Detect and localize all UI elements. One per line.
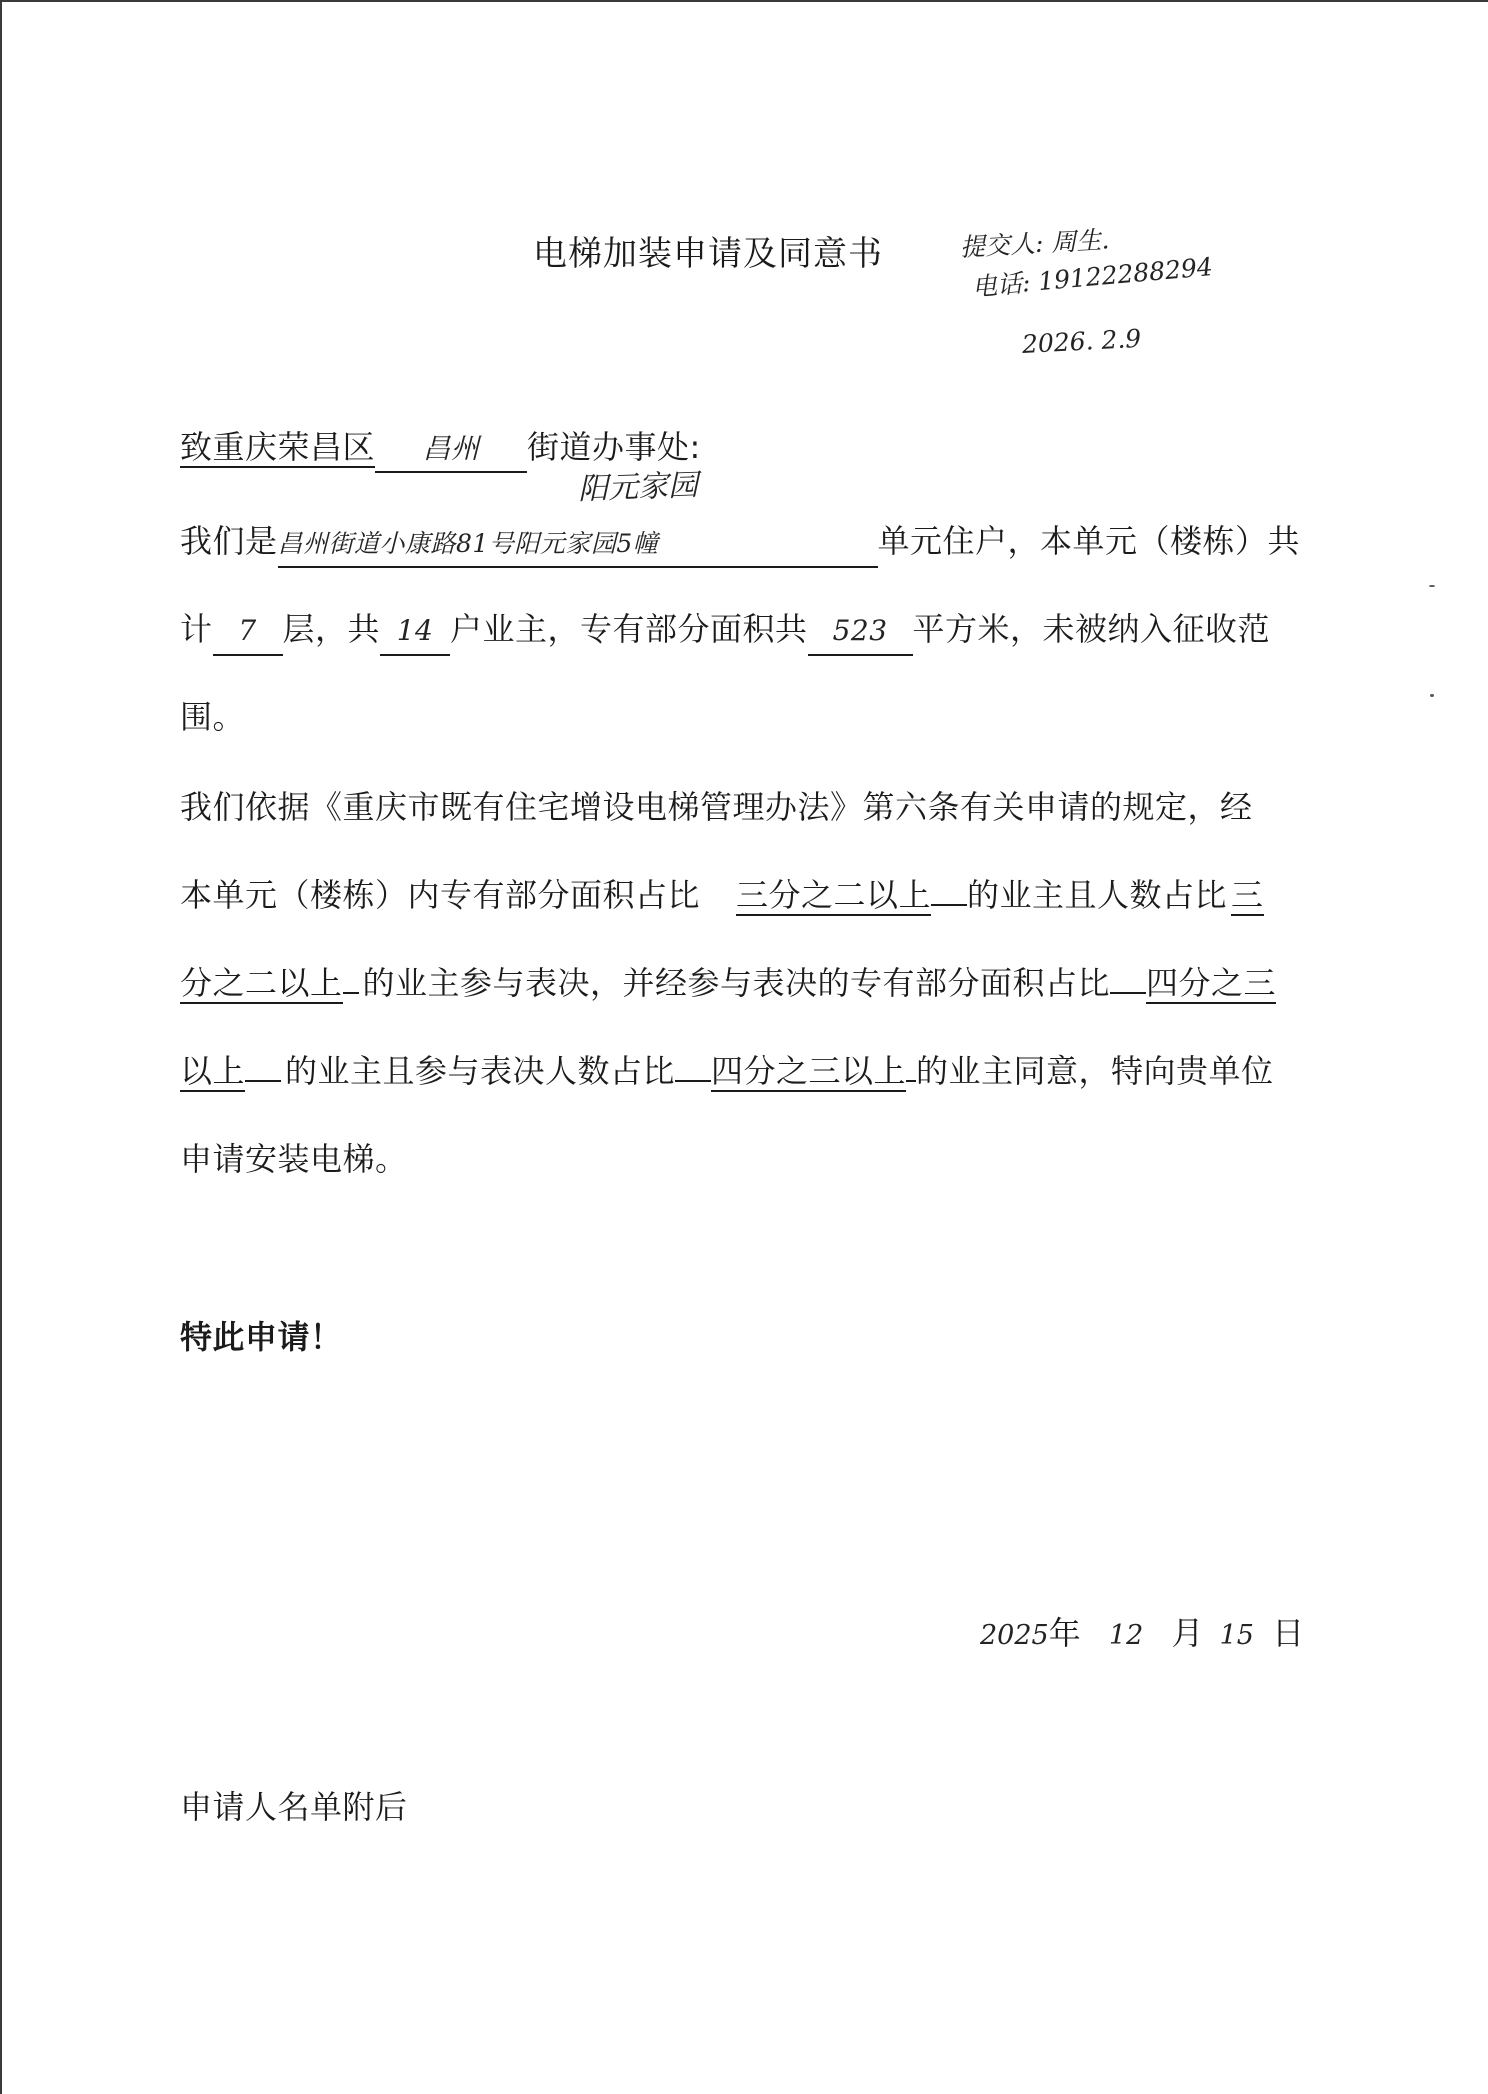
area-field	[808, 610, 913, 656]
paragraph2-line1: 我们依据《重庆市既有住宅增设电梯管理办法》第六条有关申请的规定，经	[180, 788, 1253, 826]
sign-day: 15	[1219, 1620, 1254, 1651]
paragraph2-text: 本单元（楼栋）内专有部分面积占比	[180, 876, 701, 914]
area-ratio-requirement: 三分之二以上	[736, 876, 932, 914]
handwritten-phone: 电话: 19122288294	[970, 252, 1214, 302]
headcount-ratio-requirement-start: 三	[1231, 876, 1264, 914]
sign-month: 12	[1108, 1620, 1144, 1651]
scan-edge	[0, 0, 1488, 2]
vote-area-requirement-end: 以上	[180, 1052, 246, 1090]
handwritten-date: 2026. 2.9	[1021, 323, 1142, 359]
residents-suffix: 单元住户，本单元（楼栋）共	[877, 522, 1301, 560]
month-label: 月	[1171, 1614, 1204, 1652]
address-field	[278, 522, 878, 568]
line-end: 围。	[180, 698, 246, 736]
floors-value: 7	[238, 614, 257, 647]
floors-text: 层，共	[282, 610, 381, 648]
vote-headcount-requirement: 四分之三以上	[711, 1052, 907, 1090]
scan-speck	[1429, 585, 1435, 587]
paragraph2-line2	[180, 870, 1264, 916]
sign-date	[980, 1608, 1304, 1654]
addressee-prefix: 致重庆荣昌区	[180, 428, 376, 466]
paragraph2-line4	[180, 1046, 1274, 1092]
households-value: 14	[396, 614, 434, 647]
community-note: 阳元家园	[577, 467, 699, 508]
paragraph2-text: 的业主且人数占比	[967, 876, 1228, 914]
area-value: 523	[832, 614, 888, 647]
floors-text: 户业主，专有部分面积共	[450, 610, 808, 648]
paragraph2-line5: 申请安装电梯。	[180, 1140, 408, 1178]
floors-line	[180, 604, 1270, 656]
residents-line	[180, 516, 1300, 568]
households-field	[380, 610, 450, 656]
document-title: 电梯加装申请及同意书	[533, 234, 883, 274]
paragraph2-line3	[180, 958, 1276, 1004]
district-value: 昌州	[422, 432, 480, 465]
scan-edge	[0, 0, 2, 2094]
closing-statement: 特此申请！	[180, 1318, 343, 1356]
paragraph2-text: 的业主且参与表决人数占比	[285, 1052, 676, 1090]
paragraph2-text: 的业主参与表决，并经参与表决的专有部分面积占比	[362, 964, 1111, 1002]
paragraph2-text: 的业主同意，特向贵单位	[916, 1052, 1274, 1090]
headcount-ratio-requirement-end: 分之二以上	[180, 964, 343, 1002]
sign-year: 2025	[980, 1620, 1049, 1651]
district-field	[375, 427, 527, 473]
address-value: 昌州街道小康路81号阳元家园5幢	[277, 529, 659, 558]
year-label: 年	[1048, 1614, 1081, 1652]
floors-text: 平方米，未被纳入征收范	[912, 610, 1271, 648]
scan-speck	[1430, 694, 1434, 697]
residents-prefix: 我们是	[180, 522, 278, 560]
attachment-note: 申请人名单附后	[180, 1788, 408, 1826]
addressee-suffix: 街道办事处:	[527, 428, 701, 466]
vote-area-requirement-start: 四分之三	[1146, 964, 1277, 1002]
handwritten-submitter: 提交人: 周生.	[959, 225, 1110, 262]
floors-field	[213, 610, 283, 656]
day-label: 日	[1272, 1614, 1305, 1652]
floors-text: 计	[180, 610, 213, 648]
